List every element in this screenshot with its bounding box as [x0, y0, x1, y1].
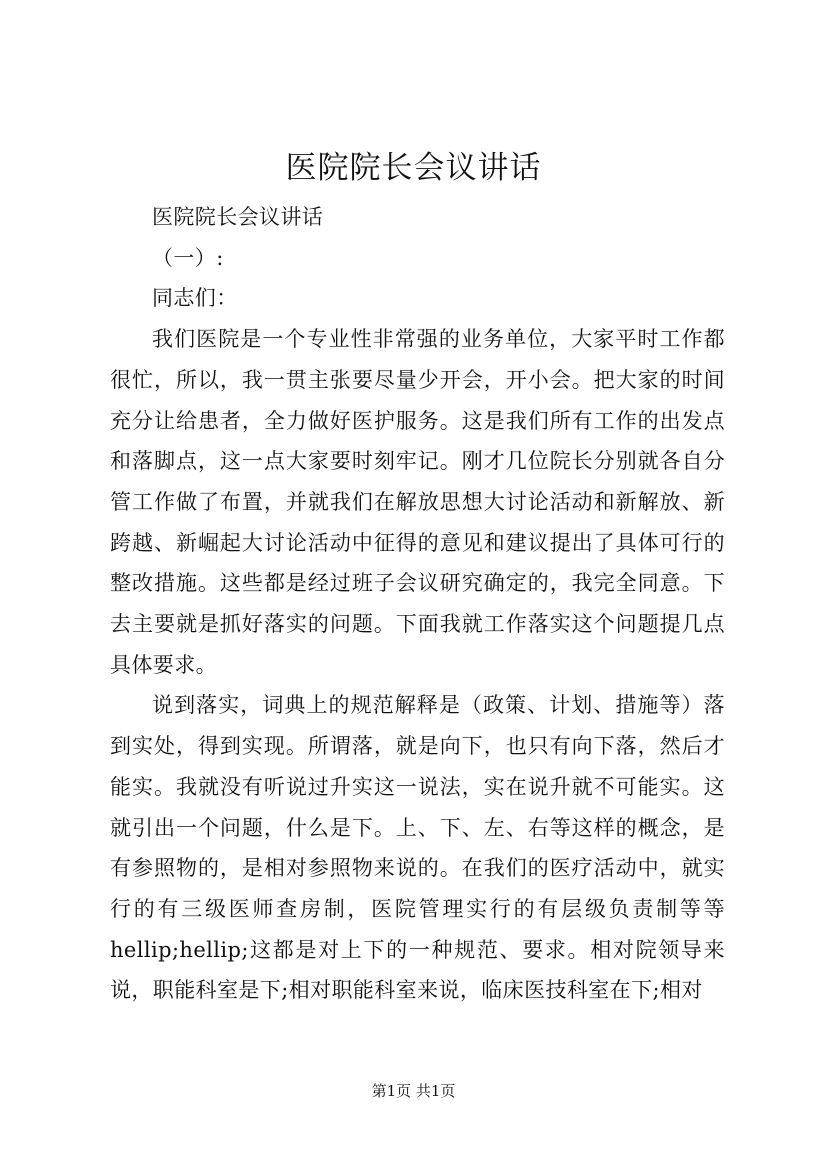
page-footer: 第1页 共1页	[371, 1082, 456, 1100]
document-title: 医院院长会议讲话	[285, 150, 542, 186]
document-body	[110, 197, 725, 1011]
body-paragraph-2: 说到落实，词典上的规范解释是（政策、计划、措施等）落到实处，得到实现。所谓落，就是向下，也只有向下落，然后才能实。我就没有听说过升实这一说法，实在说升就不可能实。这就引出一个问题，什么是下。上、下、左、右等这样的概念，是有参照物的，是相对参照物来说的。在我们的医疗活动中，就实行的有三级医师查房制，医院管理实行的有层级负责制等等hellip;hellip;这都是对上下的一种规范、要求。相对院领导来说，职能科室是下;相对职能科室来说，临床医技科室在下;相对	[110, 693, 725, 1003]
document-subtitle: 医院院长会议讲话	[152, 205, 324, 229]
body-paragraph-1: 我们医院是一个专业性非常强的业务单位，大家平时工作都很忙，所以，我一贯主张要尽量少开会，开小会。把大家的时间充分让给患者，全力做好医护服务。这是我们所有工作的出发点和落脚点，这一点大家要时刻牢记。刚才几位院长分别就各自分管工作做了布置，并就我们在解放思想大讨论活动和新解放、新跨越、新崛起大讨论活动中征得的意见和建议提出了具体可行的整改措施。这些都是经过班子会议研究确定的，我完全同意。下去主要就是抓好落实的问题。下面我就工作落实这个问题提几点具体要求。	[110, 327, 725, 677]
section-heading: （一）:	[152, 245, 224, 270]
salutation: 同志们：	[152, 286, 238, 311]
